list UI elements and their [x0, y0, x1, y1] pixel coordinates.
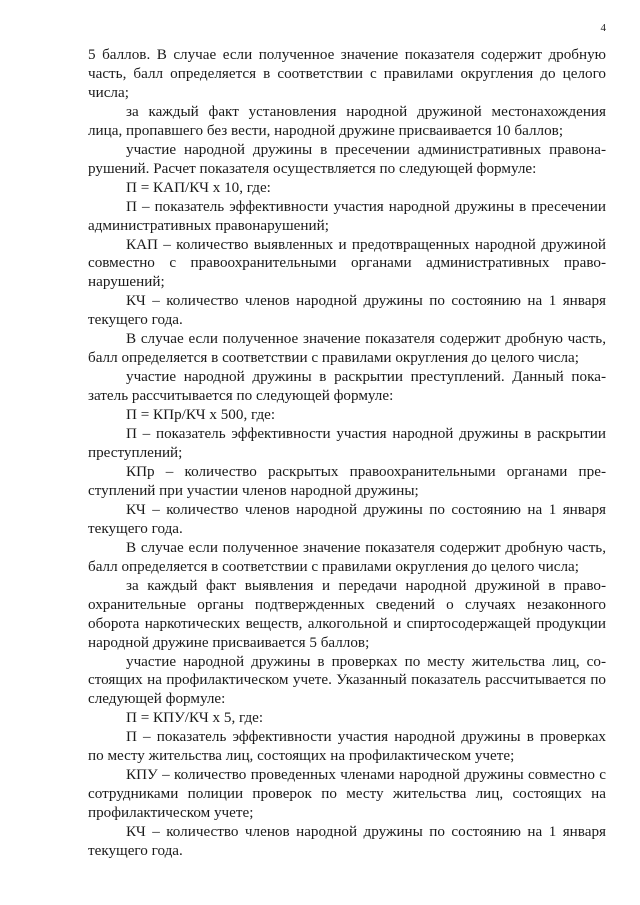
body-paragraph: П – показатель эффективности участия народной дружины в раскрытии преступлений;	[88, 425, 606, 462]
body-paragraph: КЧ – количество членов народной дружины по состоянию на 1 января текущего года.	[88, 292, 606, 329]
body-paragraph: П – показатель эффективности участия народной дружины в проверках по месту жительства лиц, состоящих на профилактическом учете;	[88, 728, 606, 765]
body-paragraph: участие народной дружины в пресечении административных правонарушений. Расчет показателя осуществляется по следующей формуле:	[88, 140, 606, 177]
document-body	[88, 46, 606, 861]
body-paragraph: КЧ – количество членов народной дружины по состоянию на 1 января текущего года.	[88, 500, 606, 537]
body-paragraph: П = КПУ/КЧ х 5, где:	[126, 709, 264, 727]
body-paragraph: за каждый факт установления народной дружиной местонахождения лица, пропавшего без вести, народной дружине присваивается 10 баллов;	[88, 102, 606, 139]
body-paragraph: КПУ – количество проведенных членами народной дружины совместно с сотрудниками полиции проверок по месту жительства лиц, состоящих на профилактическом учете;	[88, 766, 606, 822]
body-paragraph: КЧ – количество членов народной дружины по состоянию на 1 января текущего года.	[88, 823, 606, 860]
body-paragraph: П = КПр/КЧ х 500, где:	[126, 406, 276, 424]
body-paragraph: В случае если полученное значение показателя содержит дробную часть, балл определяется в соответствии с правилами округления до целого числа;	[88, 538, 606, 575]
body-paragraph: В случае если полученное значение показателя содержит дробную часть, балл определяется в соответствии с правилами округления до целого числа;	[88, 330, 606, 367]
body-paragraph: П = КАП/КЧ х 10, где:	[126, 178, 271, 196]
body-paragraph: П – показатель эффективности участия народной дружины в пресечении административных правонарушений;	[88, 197, 606, 234]
body-paragraph: КПр – количество раскрытых правоохранительными органами преступлений при участии членов народной дружины;	[88, 462, 606, 499]
body-paragraph: КАП – количество выявленных и предотвращенных народной дружиной совместно с правоохранительными органами административных правонарушений;	[88, 235, 606, 291]
page-number: 4	[600, 22, 606, 34]
body-paragraph: участие народной дружины в проверках по месту жительства лиц, состоящих на профилактическом учете. Указанный показатель рассчитывается по следующей формуле:	[88, 652, 606, 708]
body-paragraph: за каждый факт выявления и передачи народной дружиной в правоохранительные органы подтвержденных сведений о случаях незаконного оборота наркотических веществ, алкогольной и спиртосодержащей продукции народной дружине присваивается 5 баллов;	[88, 576, 606, 651]
body-paragraph: 5 баллов. В случае если полученное значение показателя содержит дробную часть, балл определяется в соответствии с правилами округления до целого числа;	[88, 46, 606, 101]
body-paragraph: участие народной дружины в раскрытии преступлений. Данный показатель рассчитывается по следующей формуле:	[88, 368, 606, 405]
